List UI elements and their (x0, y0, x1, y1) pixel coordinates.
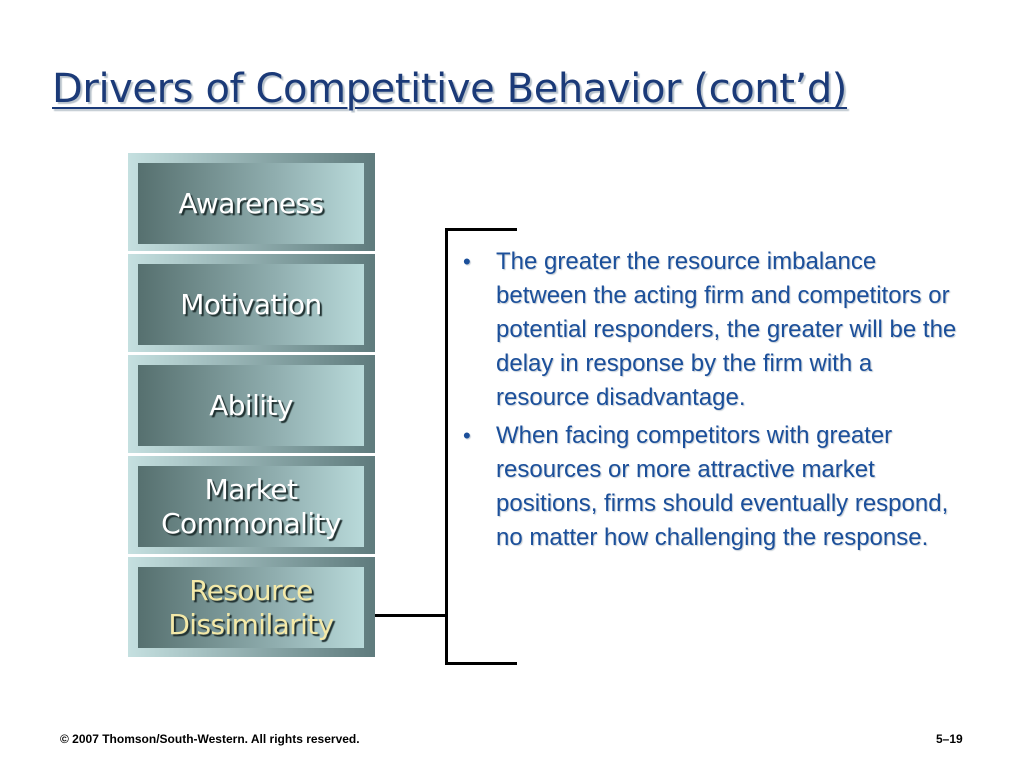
driver-label-motivation: Motivation (180, 287, 322, 321)
driver-label-ability: Ability (209, 388, 293, 422)
footer-copyright: © 2007 Thomson/South-Western. All rights reserved. (60, 732, 360, 746)
driver-box-resource-dissimilarity (128, 557, 375, 657)
driver-label-market-commonality: Market Commonality (161, 472, 341, 540)
bullet-text: The greater the resource imbalance between the acting firm and competitors or potential responders, the greater will be the delay in response by the firm with a resource disadvantage. (496, 248, 957, 411)
bullet-icon: • (463, 249, 471, 274)
bullet-list (463, 245, 963, 559)
driver-box-motivation (128, 254, 375, 355)
driver-box-awareness (128, 153, 375, 254)
bullet-item (463, 245, 963, 415)
driver-label-awareness: Awareness (178, 186, 324, 220)
slide-title: Drivers of Competitive Behavior (cont’d) (52, 66, 848, 112)
bullet-item (463, 419, 963, 555)
driver-panel (138, 163, 364, 244)
driver-panel-highlighted (138, 567, 364, 648)
drivers-stack (128, 153, 375, 657)
driver-label-resource-dissimilarity: Resource Dissimilarity (168, 573, 334, 641)
driver-panel (138, 365, 364, 446)
driver-panel (138, 466, 364, 547)
driver-box-ability (128, 355, 375, 456)
driver-box-market-commonality (128, 456, 375, 557)
connector-line (375, 614, 448, 617)
bullet-text: When facing competitors with greater resources or more attractive market positions, firms should eventually respond, no matter how challenging the response. (496, 422, 949, 551)
page-number: 5–19 (936, 732, 963, 746)
driver-panel (138, 264, 364, 345)
bullet-icon: • (463, 423, 471, 448)
